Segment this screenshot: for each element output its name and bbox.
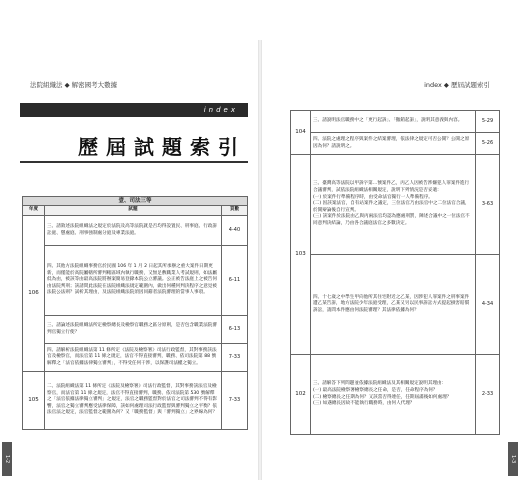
page-cell: 7-33 <box>221 372 247 430</box>
page-cell: 6-11 <box>221 246 247 316</box>
question-cell: 三、請說明法官職務中之「更行起訴」、「撤銷起訴」，說明其意義與內容。 <box>311 111 476 133</box>
left-index-table <box>22 196 248 430</box>
page-cell: 7-33 <box>221 344 247 372</box>
page-cell: 6-13 <box>221 316 247 344</box>
right-index-table <box>290 110 500 435</box>
section-head: 壹、司法三等 <box>23 197 248 206</box>
question-cell: 三、請論述法院組織法所定檢察總長及檢察官職務之區分原則，是否包含職業法院審判官獨立行使？ <box>45 316 222 344</box>
index-word: index <box>203 106 238 114</box>
year-cell: 104 <box>291 111 311 155</box>
question-cell: 四、十七歲之中學生甲向他所其住宅附近之乙某，因涉犯人罪案件之刑事案件遭乙某告訴，地方法院少年法庭受理，乙某又另以民事訴訟方式提起損害賠償訴訟，請問本件應由何法院審理？其法律依據為何？ <box>311 255 476 355</box>
question-cell: 四、其他方法院組織事務官於民國 106 年 1 月 2 日起其所承辦之重大案件日期更新，而僅能於高院屬轄所審判轄區域內執行職務，又無足敷職業人考試規則，如法屬低為由，被該等由最高法院將辦案簡易登錄本院公立審議。公正被告法庭上之被告何由法院判刑；該請問此法院在法院組織法規定範圍內，做出何種何判決程序之意見被法院公法則？試析其理由，及法院組織法院須因同辭者法院審理的當事人事項。 <box>45 246 222 316</box>
table-row <box>23 372 248 430</box>
table-row <box>291 111 500 133</box>
col-page: 頁數 <box>221 206 247 216</box>
table-row <box>23 316 248 344</box>
page-cell: 3-63 <box>476 155 500 255</box>
table-row <box>291 255 500 355</box>
page-cell: 5-26 <box>476 133 500 155</box>
col-year: 年度 <box>23 206 45 216</box>
question-cell: 三、請敘述法院組織法之規定於法院及高等法院就是否均得設置民、刑事庭、行政訴訟庭、懲處庭、刑事強制處分庭及專業法庭。 <box>45 216 222 246</box>
running-head-right: index ◆ 歷屆試題索引 <box>424 81 490 89</box>
running-head-left: 法院組織法 ◆ 解密國考大數據 <box>30 81 118 89</box>
question-cell: 四、法院之處理之程序與案件之結案審理，依法律之規定可否公開？公開之原因為何？請說明之。 <box>311 133 476 155</box>
index-top-bar <box>20 103 248 117</box>
question-cell: 四、請解析法院組織法第 11 條所定《法院及檢察署》司法行政監督，其對事務該法官及檢察官，而法官第 11 條之規定，法官不得直接審判，職務、依司法院第 88 號解釋之「法官依據法律獨立審判」，不得受任何干涉，以保護司法權之獨立。 <box>45 344 222 372</box>
table-row <box>291 355 500 435</box>
page-cell: 4-40 <box>221 216 247 246</box>
year-cell: 103 <box>291 155 311 355</box>
question-cell: 三、臺灣高等法院以甲訴字第…號案件乙，丙乙人因被告涉嫌犯人罪案件進行合議審判，試依法院組織法相關規定，說明下列情況是否妥適： (一) 於案件行準備程序時，由受命法官獨行一人準備程序。 (二) 因該案法官，自有站案件之議定，三位法官乃由法官中之二位法官合議，於開辯論後自行宣判。 (三) 該案件於法院由乙與丙兩法官均認為應處刑罰，陳述合議中之一位法官不同意判決結論，乃由各合議庭法官之多數決定。 <box>311 155 476 255</box>
page-gutter <box>258 40 262 480</box>
table-row <box>23 246 248 316</box>
table-row <box>291 133 500 155</box>
index-title: 歷屆試題索引 <box>78 135 246 159</box>
year-cell: 102 <box>291 355 311 435</box>
page-cell: 5-29 <box>476 111 500 133</box>
table-row <box>23 344 248 372</box>
page-cell: 2-33 <box>476 355 500 435</box>
question-cell: 二、法院組織法第 11 條所定《法院及檢察署》司法行政監督，其對事務該法官及檢察官，而法官第 11 條之規定，法官不得直接審判，職務、依司法院第 530 號解釋之「法官依據法律獨立審判」之規定，法官之職務監督對於法官之司法審判不得有影響，法官之獨立審判應受法律保障，該如何處理司法行政監督與審判獨立之平衡？依法官法之規定，法官監督之範圍為何？又「職務監督」與「審判獨立」之界線為何？ <box>45 372 222 430</box>
index-banner <box>20 103 248 173</box>
table-row <box>23 216 248 246</box>
col-question: 試題 <box>45 206 222 216</box>
question-cell: 三、請解答下列問題並依據法院組織法及其相關規定說明其理由： (一) 最高法院檢察署檢察總長之任命，是否，任命程序為何？ (二) 檢察總長之任期為何？又該當否得連任，任期屆滿後如何處理？ (三) 如遇總長因故不能執行職務時，由何人代理？ <box>311 355 476 435</box>
page-cell: 4-34 <box>476 255 500 355</box>
page-tab-left: 1-2 <box>2 442 12 476</box>
year-cell: 106 <box>23 216 45 372</box>
table-row <box>291 155 500 255</box>
index-underline <box>20 161 248 163</box>
year-cell: 105 <box>23 372 45 430</box>
page-tab-right: 1-3 <box>508 442 518 476</box>
